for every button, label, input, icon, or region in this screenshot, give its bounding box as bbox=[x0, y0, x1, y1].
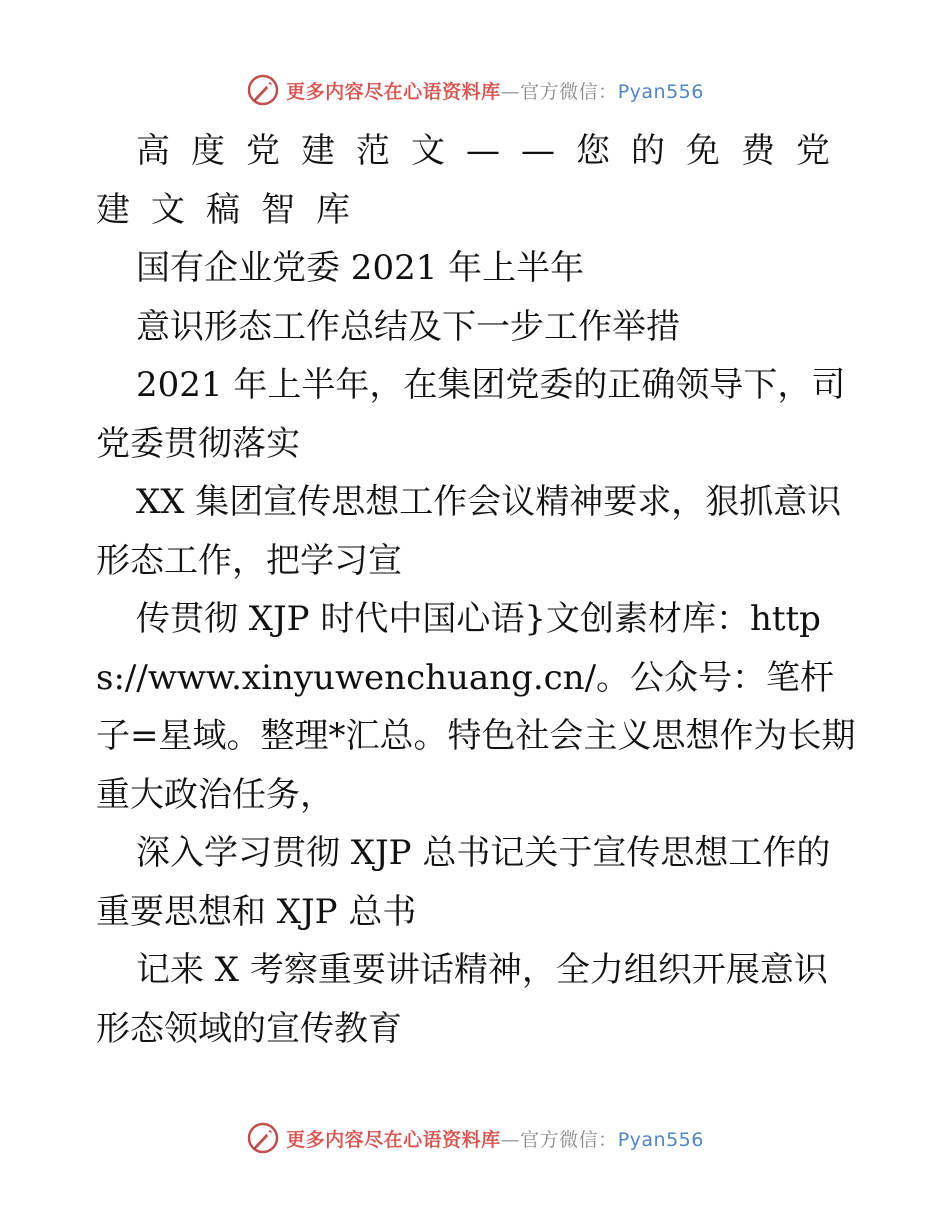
paragraph: 国有企业党委 2021 年上半年 bbox=[136, 248, 585, 288]
banner-brand: 更多内容尽在心语资料库 bbox=[286, 80, 501, 103]
paragraph: 传贯彻 XJP 时代中国心语}文创素材库：https://www.xinyuwenchuang.cn/。公众号：笔杆子=星域。整理*汇总。特色社会主义思想作为长期重大政治任务， bbox=[96, 599, 856, 815]
banner-wechat-label: 官方微信： bbox=[520, 80, 618, 103]
banner-text bbox=[286, 1125, 704, 1152]
document-title: 高度党建范文——您的免费党建文稿智库 bbox=[96, 131, 851, 230]
document-body bbox=[96, 122, 856, 1058]
banner-wechat-id: Pyan556 bbox=[617, 80, 704, 103]
banner-brand: 更多内容尽在心语资料库 bbox=[286, 1128, 501, 1151]
paragraph: XX 集团宣传思想工作会议精神要求，狠抓意识形态工作，把学习宣 bbox=[96, 482, 842, 581]
paragraph: 2021 年上半年，在集团党委的正确领导下，司党委贯彻落实 bbox=[96, 365, 846, 464]
paragraph: 记来 X 考察重要讲话精神，全力组织开展意识形态领域的宣传教育 bbox=[96, 950, 828, 1049]
banner-wechat-id: Pyan556 bbox=[617, 1128, 704, 1151]
header-banner bbox=[0, 68, 950, 112]
banner-wechat-label: 官方微信： bbox=[520, 1128, 618, 1151]
quill-pen-logo-icon bbox=[246, 73, 280, 107]
banner-separator: — bbox=[500, 1128, 521, 1151]
quill-pen-logo-icon bbox=[246, 1121, 280, 1155]
banner-text bbox=[286, 77, 704, 104]
banner-separator: — bbox=[500, 80, 521, 103]
paragraph: 深入学习贯彻 XJP 总书记关于宣传思想工作的重要思想和 XJP 总书 bbox=[96, 833, 831, 932]
footer-banner bbox=[0, 1116, 950, 1160]
paragraph: 意识形态工作总结及下一步工作举措 bbox=[136, 306, 680, 347]
